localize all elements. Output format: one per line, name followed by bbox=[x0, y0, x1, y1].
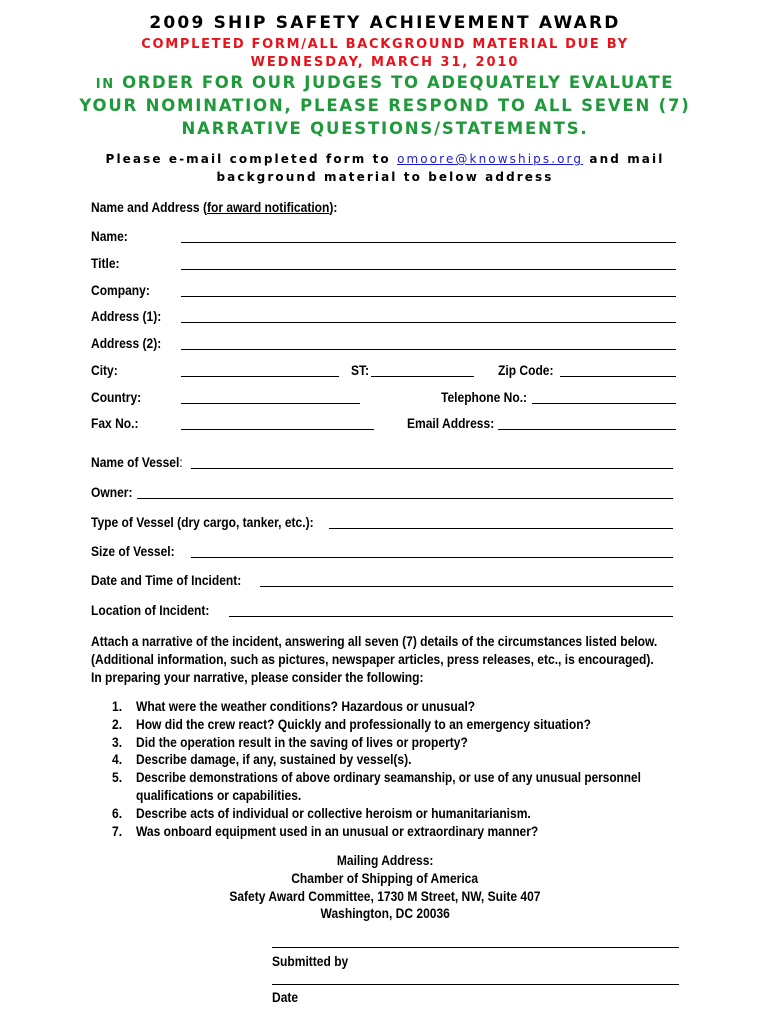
email-address-field[interactable] bbox=[498, 429, 676, 430]
fax-field[interactable] bbox=[181, 429, 374, 430]
vessel-type-field[interactable] bbox=[329, 528, 673, 529]
question-text: Describe damage, if any, sustained by vessel(s). bbox=[136, 751, 412, 767]
question-text: Describe acts of individual or collective heroism or humanitarianism. bbox=[136, 805, 531, 821]
section-label-name-address bbox=[91, 199, 337, 215]
date-label: Date bbox=[272, 989, 299, 1005]
deadline-line-1: COMPLETED FORM/ALL BACKGROUND MATERIAL DUE BY bbox=[141, 37, 629, 52]
submitted-by-label: Submitted by bbox=[272, 953, 349, 969]
company-label: Company: bbox=[91, 282, 150, 298]
email-instruction-line-1 bbox=[0, 152, 770, 166]
question-number: 5. bbox=[112, 769, 123, 785]
vessel-size-field[interactable] bbox=[191, 557, 673, 558]
country-field[interactable] bbox=[181, 403, 360, 404]
question-number: 3. bbox=[112, 734, 123, 750]
instruction-line-3: NARRATIVE QUESTIONS/STATEMENTS. bbox=[181, 119, 589, 138]
name-field[interactable] bbox=[181, 242, 676, 243]
owner-field[interactable] bbox=[137, 498, 673, 499]
question-text: Was onboard equipment used in an unusual or extraordinary manner? bbox=[136, 823, 539, 839]
mailing-heading bbox=[0, 852, 770, 868]
narrative-intro-line-3: In preparing your narrative, please consider the following: bbox=[91, 669, 424, 685]
owner-label: Owner: bbox=[91, 484, 133, 500]
instruction-prefix: IN bbox=[95, 77, 115, 92]
mailing-heading-text: Mailing Address: bbox=[336, 852, 434, 868]
question-number: 1. bbox=[112, 698, 123, 714]
address2-field[interactable] bbox=[181, 349, 676, 350]
question-number: 6. bbox=[112, 805, 123, 821]
instruction-line-1 bbox=[0, 73, 770, 92]
vessel-name-colon: : bbox=[179, 454, 183, 470]
email-suffix: and mail bbox=[589, 152, 665, 166]
city-field[interactable] bbox=[181, 376, 339, 377]
company-field[interactable] bbox=[181, 296, 676, 297]
instruction-rest: ORDER FOR OUR JUDGES TO ADEQUATELY EVALUATE bbox=[122, 73, 675, 92]
mailing-city-text: Washington, DC 20036 bbox=[320, 905, 450, 921]
incident-datetime-field[interactable] bbox=[260, 586, 673, 587]
date-field[interactable] bbox=[272, 984, 679, 985]
question-text-continued: qualifications or capabilities. bbox=[136, 787, 302, 803]
email-prefix: Please e-mail completed form to bbox=[105, 152, 391, 166]
mailing-city bbox=[0, 905, 770, 921]
title-field[interactable] bbox=[181, 269, 676, 270]
form-title: 2009 SHIP SAFETY ACHIEVEMENT AWARD bbox=[149, 13, 621, 33]
instruction-line-2: YOUR NOMINATION, PLEASE RESPOND TO ALL SEVEN (7) bbox=[79, 96, 691, 115]
incident-location-field[interactable] bbox=[229, 616, 673, 617]
address2-label: Address (2): bbox=[91, 335, 162, 351]
submitted-by-field[interactable] bbox=[272, 947, 679, 948]
question-text: How did the crew react? Quickly and professionally to an emergency situation? bbox=[136, 716, 591, 732]
deadline-line-2: WEDNESDAY, MARCH 31, 2010 bbox=[250, 55, 520, 70]
mailing-org bbox=[0, 870, 770, 886]
question-number: 4. bbox=[112, 751, 123, 767]
mailing-org-text: Chamber of Shipping of America bbox=[291, 870, 479, 886]
vessel-name-label bbox=[91, 454, 183, 470]
narrative-intro-line-1: Attach a narrative of the incident, answering all seven (7) details of the circumstances listed below. bbox=[91, 633, 658, 649]
section-label-suffix: ): bbox=[329, 199, 338, 215]
question-text: Did the operation result in the saving of lives or property? bbox=[136, 734, 468, 750]
section-label-underlined: for award notification bbox=[206, 199, 330, 215]
question-text: What were the weather conditions? Hazardous or unusual? bbox=[136, 698, 476, 714]
question-text: Describe demonstrations of above ordinary seamanship, or use of any unusual personnel bbox=[136, 769, 641, 785]
st-label: ST: bbox=[351, 362, 370, 378]
vessel-type-label: Type of Vessel (dry cargo, tanker, etc.): bbox=[91, 514, 314, 530]
telephone-label: Telephone No.: bbox=[441, 389, 528, 405]
title-label: Title: bbox=[91, 255, 120, 271]
vessel-name-field[interactable] bbox=[191, 468, 673, 469]
telephone-field[interactable] bbox=[532, 403, 676, 404]
fax-label: Fax No.: bbox=[91, 415, 139, 431]
address1-field[interactable] bbox=[181, 322, 676, 323]
email-link[interactable]: omoore@knowships.org bbox=[397, 152, 584, 166]
narrative-intro-line-2: (Additional information, such as pictures, newspaper articles, press releases, etc., is encouraged). bbox=[91, 651, 654, 667]
country-label: Country: bbox=[91, 389, 142, 405]
name-label: Name: bbox=[91, 228, 128, 244]
zip-field[interactable] bbox=[560, 376, 676, 377]
mailing-committee-text: Safety Award Committee, 1730 M Street, NW, Suite 407 bbox=[229, 888, 541, 904]
section-label-prefix: Name and Address ( bbox=[91, 199, 207, 215]
st-field[interactable] bbox=[371, 376, 474, 377]
email-instruction-line-2: background material to below address bbox=[216, 170, 554, 184]
question-number: 2. bbox=[112, 716, 123, 732]
question-number: 7. bbox=[112, 823, 123, 839]
zip-label: Zip Code: bbox=[498, 362, 554, 378]
incident-location-label: Location of Incident: bbox=[91, 602, 210, 618]
vessel-size-label: Size of Vessel: bbox=[91, 543, 175, 559]
incident-datetime-label: Date and Time of Incident: bbox=[91, 572, 242, 588]
vessel-name-text: Name of Vessel bbox=[91, 454, 180, 470]
address1-label: Address (1): bbox=[91, 308, 162, 324]
email-address-label: Email Address: bbox=[407, 415, 495, 431]
mailing-committee bbox=[0, 888, 770, 904]
city-label: City: bbox=[91, 362, 118, 378]
